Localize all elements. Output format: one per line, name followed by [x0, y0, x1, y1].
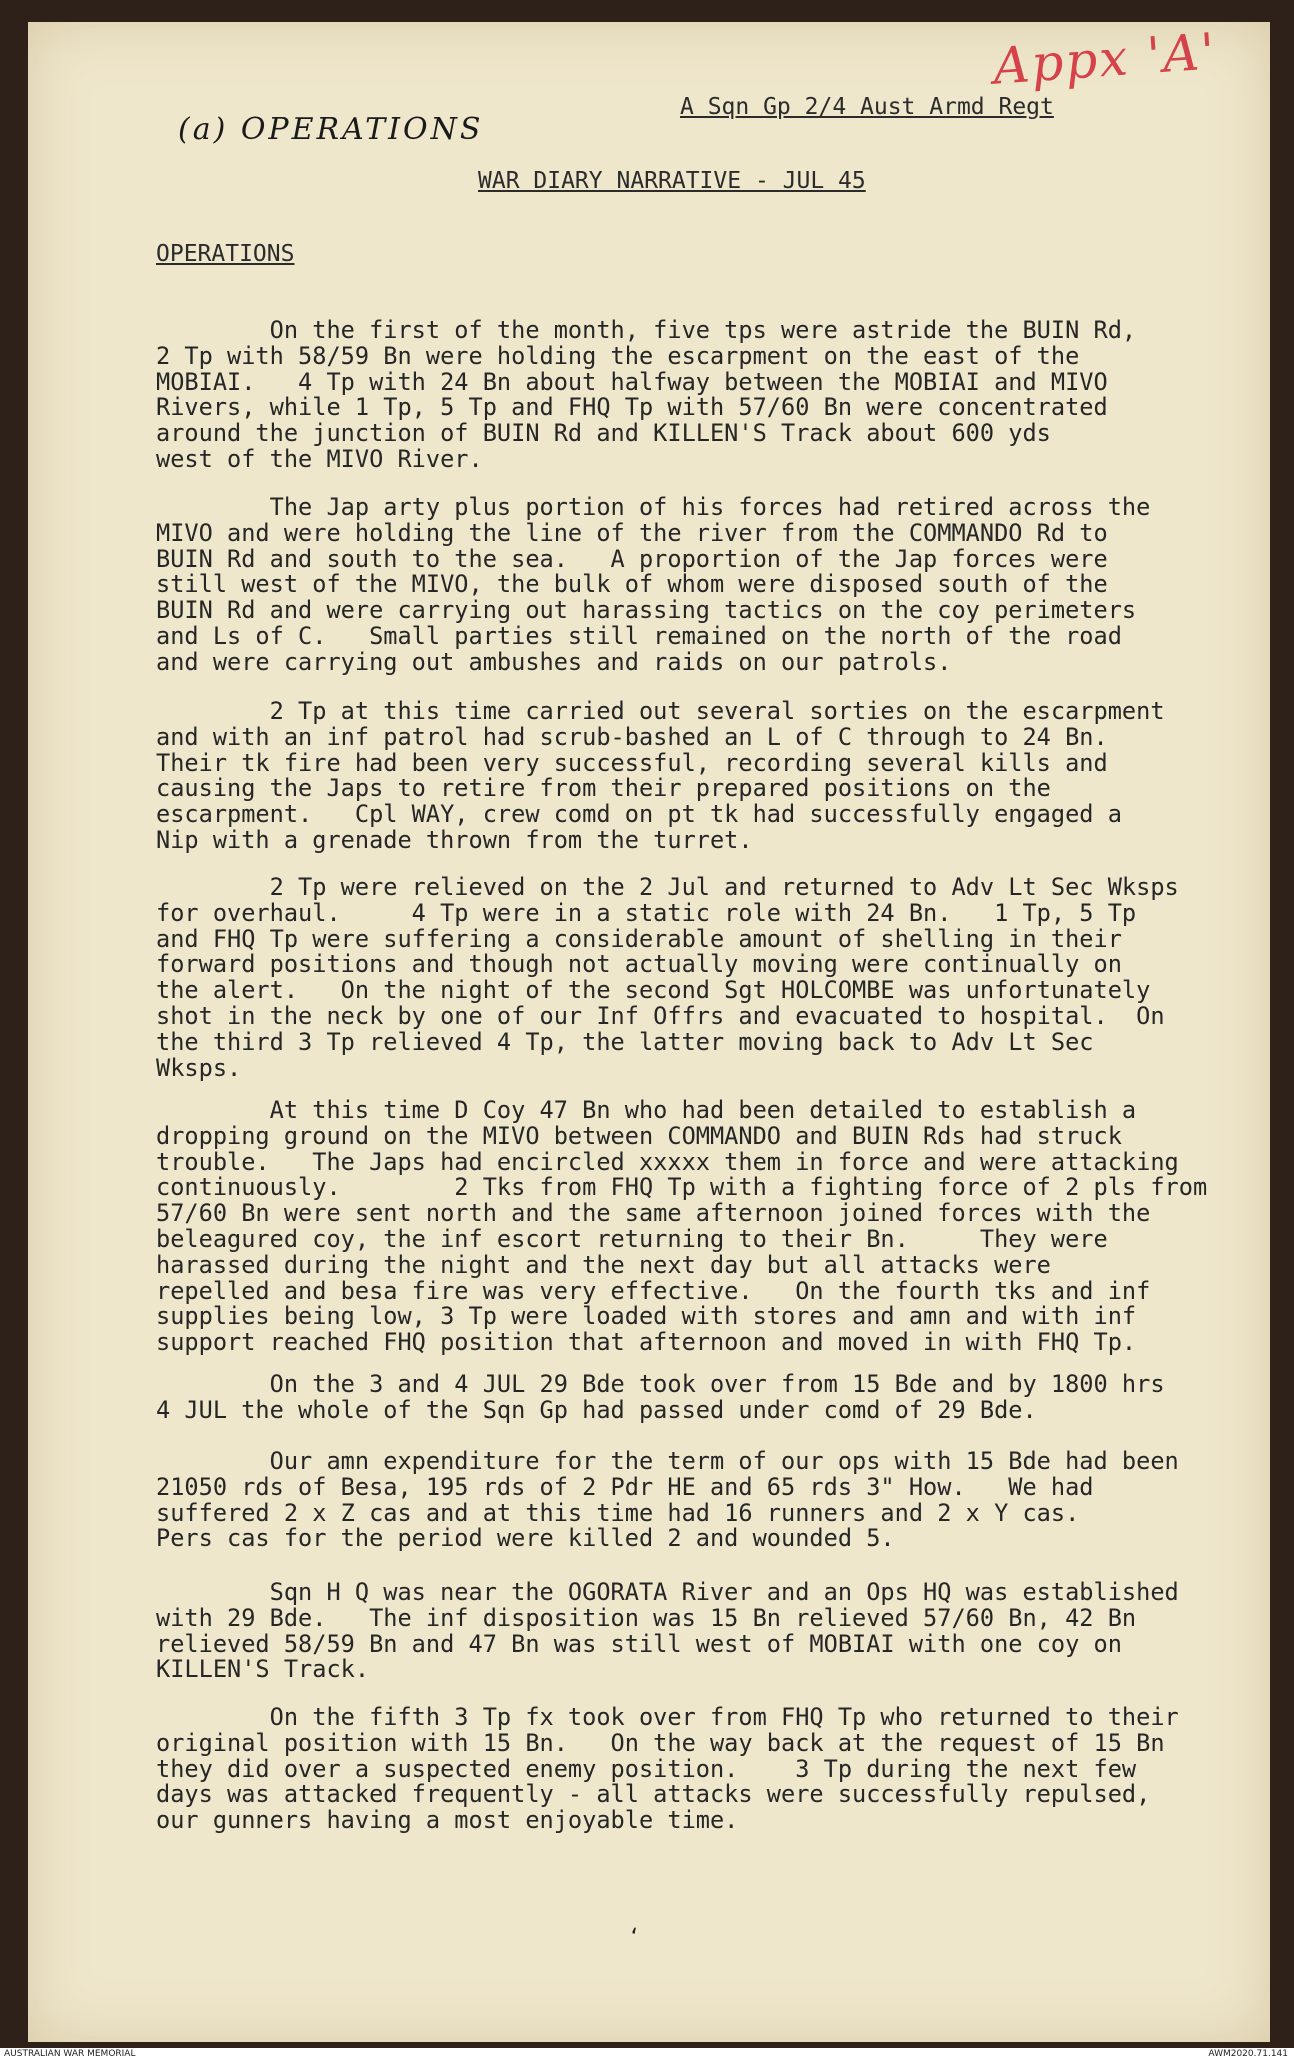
paper-mark: ʻ — [628, 1924, 641, 1948]
paragraph-8: Sqn H Q was near the OGORATA River and an Ops HQ was established with 29 Bde. The inf disposition was 15 Bn relieved 57/60 Bn, 42 Bn relieved 58/59 Bn and 47 Bn was still west of MOBIAI with one coy on KILLEN'S Track. — [156, 1578, 1179, 1684]
appendix-annotation: Appx 'A' — [991, 22, 1219, 96]
footer-accession-number: AWM2020.71.141 — [1208, 2049, 1288, 2059]
paragraph-5: At this time D Coy 47 Bn who had been detailed to establish a dropping ground on the MIVO between COMMANDO and BUIN Rds had struck trouble. The Japs had encircled xxxxx them in force and were attacking continuously. 2 Tks from FHQ Tp with a fighting force of 2 pls from 57/60 Bn were sent north and the same afternoon joined forces with the beleagured coy, the inf escort returning to their Bn. They were harassed during the night and the next day but all attacks were repelled and besa fire was very effective. On the fourth tks and inf supplies being low, 3 Tp were loaded with stores and amn and with inf support reached FHQ position that afternoon and moved in with FHQ Tp. — [156, 1096, 1208, 1357]
page-title: WAR DIARY NARRATIVE - JUL 45 — [478, 168, 866, 194]
archive-footer — [0, 2048, 1294, 2061]
unit-header: A Sqn Gp 2/4 Aust Armd Regt — [680, 94, 1054, 120]
section-heading: OPERATIONS — [156, 241, 295, 267]
paragraph-4: 2 Tp were relieved on the 2 Jul and returned to Adv Lt Sec Wksps for overhaul. 4 Tp were in a static role with 24 Bn. 1 Tp, 5 Tp and FHQ Tp were suffering a considerable amount of shelling in their forward positions and though not actually moving were continually on the alert. On the night of the second Sgt HOLCOMBE was unfortunately shot in the neck by one of our Inf Offrs and evacuated to hospital. On the third 3 Tp relieved 4 Tp, the latter moving back to Adv Lt Sec Wksps. — [156, 873, 1179, 1082]
paragraph-9: On the fifth 3 Tp fx took over from FHQ Tp who returned to their original position with 15 Bn. On the way back at the request of 15 Bn they did over a suspected enemy position. 3 Tp during the next few days was attacked frequently - all attacks were successfully repulsed, our gunners having a most enjoyable time. — [156, 1703, 1179, 1835]
footer-institution: AUSTRALIAN WAR MEMORIAL — [4, 2049, 136, 2059]
paragraph-2: The Jap arty plus portion of his forces had retired across the MIVO and were holding the line of the river from the COMMANDO Rd to BUIN Rd and south to the sea. A proportion of the Jap forces were still west of the MIVO, the bulk of whom were disposed south of the BUIN Rd and were carrying out harassing tactics on the coy perimeters and Ls of C. Small parties still remained on the north of the road and were carrying out ambushes and raids on our patrols. — [156, 493, 1151, 676]
paragraph-7: Our amn expenditure for the term of our ops with 15 Bde had been 21050 rds of Besa, 195 rds of 2 Pdr HE and 65 rds 3" How. We had suffered 2 x Z cas and at this time had 16 runners and 2 x Y cas. Pers cas for the period were killed 2 and wounded 5. — [156, 1447, 1179, 1553]
paragraph-6: On the 3 and 4 JUL 29 Bde took over from 15 Bde and by 1800 hrs 4 JUL the whole of the Sqn Gp had passed under comd of 29 Bde. — [156, 1370, 1165, 1424]
paragraph-1: On the first of the month, five tps were astride the BUIN Rd, 2 Tp with 58/59 Bn were holding the escarpment on the east of the MOBIAI. 4 Tp with 24 Bn about halfway between the MOBIAI and MIVO Rivers, while 1 Tp, 5 Tp and FHQ Tp with 57/60 Bn were concentrated around the junction of BUIN Rd and KILLEN'S Track about 600 yds west of the MIVO River. — [156, 316, 1137, 473]
handwritten-annotation: (a) OPERATIONS — [178, 112, 484, 147]
paragraph-3: 2 Tp at this time carried out several sorties on the escarpment and with an inf patrol had scrub-bashed an L of C through to 24 Bn. Their tk fire had been very successful, recording several kills and causing the Japs to retire from their prepared positions on the escarpment. Cpl WAY, crew comd on pt tk had successfully engaged a Nip with a grenade thrown from the turret. — [156, 697, 1165, 854]
